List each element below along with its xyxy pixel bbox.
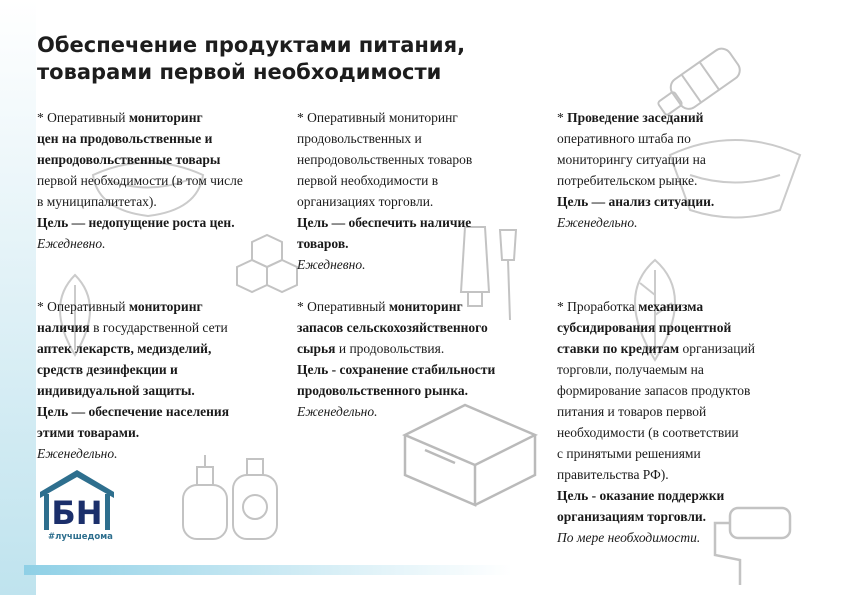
logo-hashtag: #лучшедома bbox=[48, 532, 113, 542]
text-bold: запасов сельскохозяйственного bbox=[297, 320, 488, 335]
frequency-text: Еженедельно. bbox=[557, 215, 638, 230]
text-bold: ставки по кредитам bbox=[557, 341, 680, 356]
text: * Оперативный bbox=[37, 110, 129, 125]
text-bold: мониторинг bbox=[128, 110, 203, 125]
text-bold: субсидирования процентной bbox=[557, 320, 732, 335]
text: первой необходимости (в том числе bbox=[37, 173, 243, 188]
text-bold: мониторинг bbox=[128, 299, 203, 314]
text: * bbox=[557, 110, 568, 125]
goal-text: организациям торговли. bbox=[557, 509, 707, 524]
block-pharmacy-monitoring bbox=[37, 296, 282, 464]
text: * Оперативный bbox=[37, 299, 129, 314]
goal-text: товаров. bbox=[297, 236, 349, 251]
text-bold: индивидуальной защиты. bbox=[37, 383, 195, 398]
goal-text: Цель — анализ ситуации. bbox=[557, 194, 715, 209]
text: продовольственных и bbox=[297, 131, 422, 146]
frequency-text: Еженедельно. bbox=[297, 404, 378, 419]
text: непродовольственных товаров bbox=[297, 152, 473, 167]
block-price-monitoring bbox=[37, 107, 277, 254]
text: в государственной сети bbox=[89, 320, 228, 335]
text: мониторингу ситуации на bbox=[557, 152, 706, 167]
goal-text: Цель — обеспечить наличие bbox=[297, 215, 472, 230]
page-title-line1: Обеспечение продуктами питания, bbox=[37, 33, 466, 57]
goal-text: Цель — обеспечение населения bbox=[37, 404, 229, 419]
goal-text: Цель — недопущение роста цен. bbox=[37, 215, 235, 230]
bn-logo bbox=[38, 468, 116, 544]
text: организаций bbox=[679, 341, 755, 356]
text-bold: наличия bbox=[37, 320, 90, 335]
text: с принятыми решениями bbox=[557, 446, 701, 461]
text: и продовольствия. bbox=[335, 341, 445, 356]
frequency-text: Ежедневно. bbox=[37, 236, 106, 251]
bottom-gradient-strip bbox=[24, 565, 512, 575]
text-bold: непродовольственные товары bbox=[37, 152, 221, 167]
goal-text: Цель - сохранение стабильности bbox=[297, 362, 496, 377]
text: торговли, получаемым на bbox=[557, 362, 704, 377]
frequency-text: По мере необходимости. bbox=[557, 530, 701, 545]
frequency-text: Еженедельно. bbox=[37, 446, 118, 461]
text: оперативного штаба по bbox=[557, 131, 691, 146]
text: питания и товаров первой bbox=[557, 404, 707, 419]
text: * Оперативный bbox=[297, 299, 389, 314]
text-bold: мониторинг bbox=[388, 299, 463, 314]
goal-text: Цель - оказание поддержки bbox=[557, 488, 725, 503]
text-bold: сырья bbox=[297, 341, 336, 356]
block-reserves-monitoring bbox=[297, 296, 547, 422]
page-title-line2: товарами первой необходимости bbox=[37, 60, 442, 84]
page-title bbox=[37, 32, 597, 86]
text: формирование запасов продуктов bbox=[557, 383, 751, 398]
text: в муниципалитетах). bbox=[37, 194, 157, 209]
block-goods-monitoring bbox=[297, 107, 537, 275]
block-subsidy-mechanism bbox=[557, 296, 807, 548]
house-wall-right bbox=[105, 494, 110, 530]
text: организациях торговли. bbox=[297, 194, 434, 209]
text: необходимости (в соответствии bbox=[557, 425, 739, 440]
goal-text: этими товарами. bbox=[37, 425, 140, 440]
text-bold: механизма bbox=[638, 299, 704, 314]
text-bold: цен на продовольственные и bbox=[37, 131, 213, 146]
house-roof-icon bbox=[38, 468, 116, 532]
text-bold: Проведение заседаний bbox=[567, 110, 704, 125]
text-bold: аптек лекарств, медизделий, bbox=[37, 341, 212, 356]
text: * Проработка bbox=[557, 299, 639, 314]
logo-letters: БН bbox=[51, 494, 103, 532]
text-bold: средств дезинфекции и bbox=[37, 362, 178, 377]
goal-text: продовольственного рынка. bbox=[297, 383, 469, 398]
block-headquarters-meetings bbox=[557, 107, 797, 233]
text: первой необходимости в bbox=[297, 173, 439, 188]
house-wall-left bbox=[44, 494, 49, 530]
left-gradient-strip bbox=[0, 0, 36, 595]
text: * Оперативный мониторинг bbox=[297, 110, 458, 125]
text: потребительском рынке. bbox=[557, 173, 698, 188]
text: правительства РФ). bbox=[557, 467, 669, 482]
frequency-text: Ежедневно. bbox=[297, 257, 366, 272]
